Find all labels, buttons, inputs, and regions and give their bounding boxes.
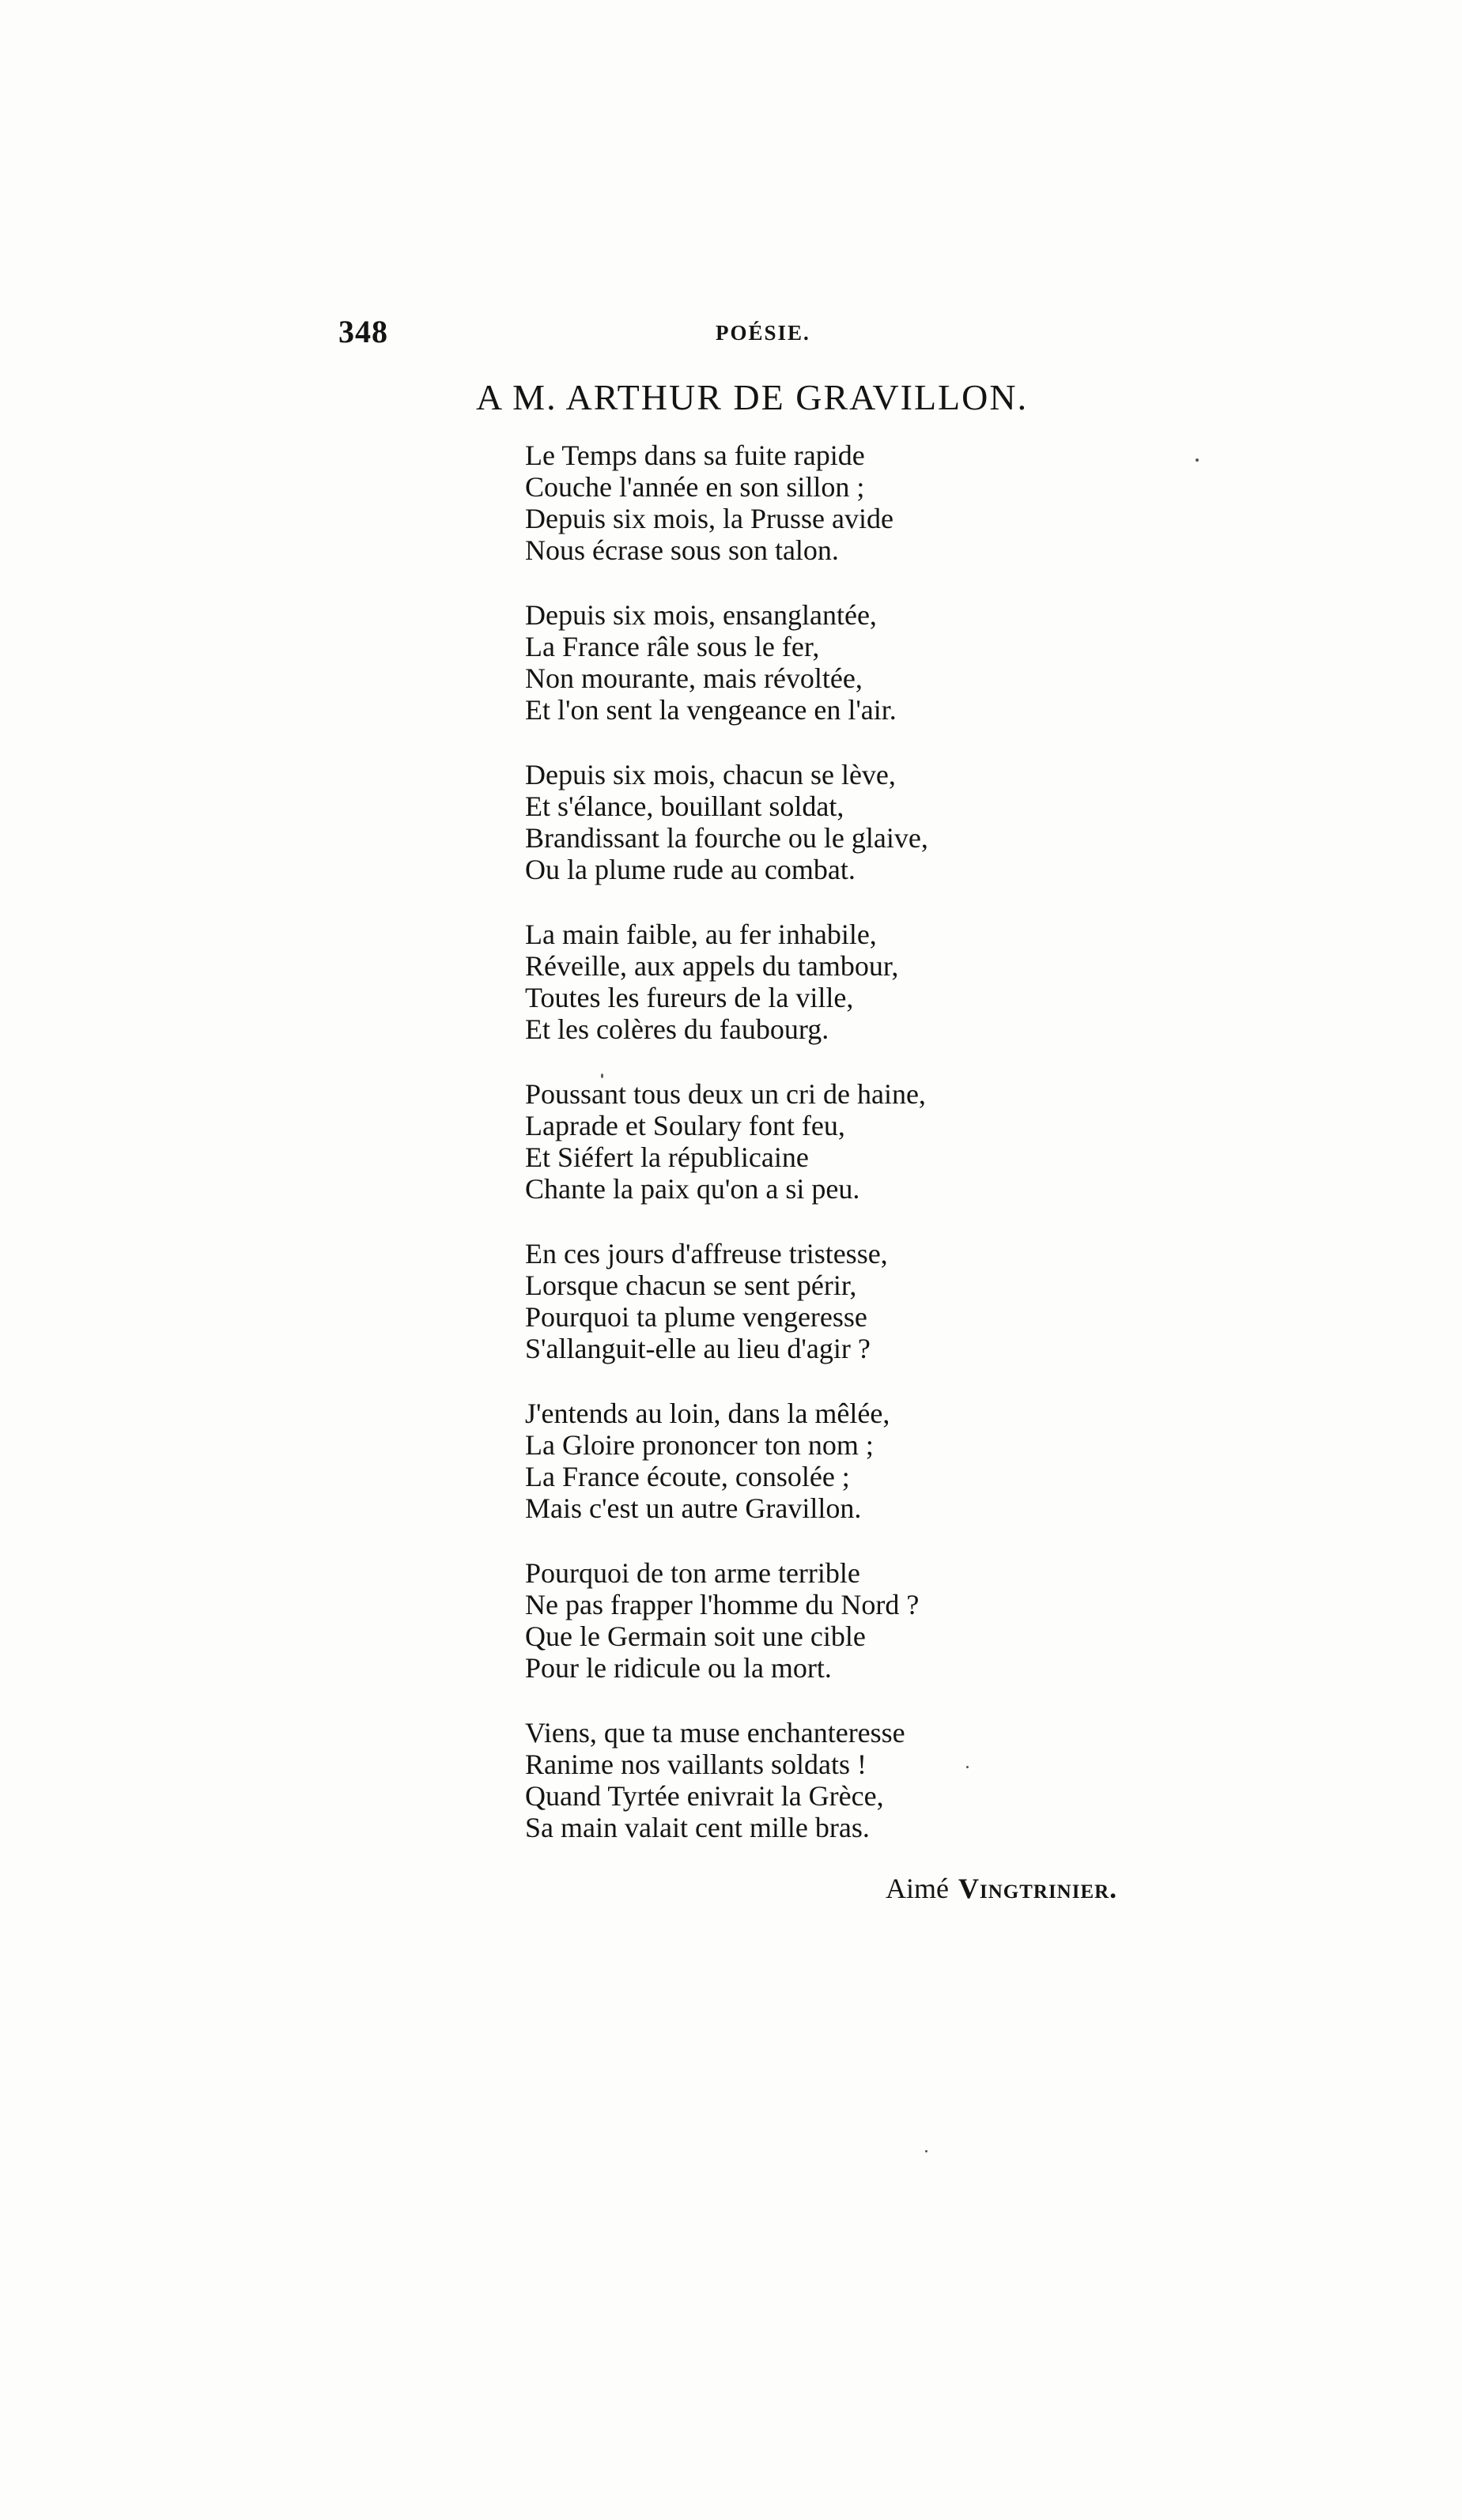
verse-line: Ne pas frapper l'homme du Nord ? (525, 1589, 920, 1620)
stanza (525, 1398, 1079, 1524)
verse-line: Réveille, aux appels du tambour, (525, 950, 899, 982)
stanza (525, 439, 1079, 566)
verse-line: Et Siéfert la républicaine (525, 1141, 809, 1173)
verse-line: Et l'on sent la vengeance en l'air. (525, 694, 897, 726)
verse-line: Que le Germain soit une cible (525, 1620, 866, 1652)
verse-line: La France râle sous le fer, (525, 631, 820, 662)
verse-line: Le Temps dans sa fuite rapide (525, 439, 865, 471)
verse-line: Lorsque chacun se sent périr, (525, 1269, 857, 1301)
verse-line: Laprade et Soulary font feu, (525, 1110, 845, 1141)
stanza (525, 1238, 1079, 1364)
verse-line: Poussant tous deux un cri de haine, (525, 1078, 926, 1110)
verse-line: Nous écrase sous son talon. (525, 534, 839, 566)
verse-line: Sa main valait cent mille bras. (525, 1812, 870, 1843)
verse-line: Mais c'est un autre Gravillon. (525, 1492, 862, 1524)
verse-line: Couche l'année en son sillon ; (525, 471, 865, 503)
verse-line: Depuis six mois, chacun se lève, (525, 759, 896, 790)
verse-line: Toutes les fureurs de la ville, (525, 982, 854, 1013)
stanza (525, 1078, 1079, 1205)
author-first-name: Aimé (886, 1873, 949, 1904)
verse-line: La France écoute, consolée ; (525, 1461, 850, 1492)
verse-line: Ranime nos vaillants soldats ! (525, 1749, 867, 1780)
stanza (525, 599, 1079, 726)
verse-line: J'entends au loin, dans la mêlée, (525, 1398, 890, 1429)
poem-body (525, 439, 1079, 1877)
verse-line: Viens, que ta muse enchanteresse (525, 1717, 905, 1749)
verse-line: Pourquoi de ton arme terrible (525, 1557, 860, 1589)
stanza (525, 1717, 1079, 1843)
verse-line: La Gloire prononcer ton nom ; (525, 1429, 874, 1461)
verse-line: Et s'élance, bouillant soldat, (525, 790, 844, 822)
poem-title: A M. ARTHUR DE GRAVILLON. (476, 377, 1029, 417)
stanza (525, 759, 1079, 885)
verse-line: Non mourante, mais révoltée, (525, 662, 863, 694)
print-speck (925, 2150, 927, 2152)
verse-line: Quand Tyrtée enivrait la Grèce, (525, 1780, 884, 1812)
verse-line: Pourquoi ta plume vengeresse (525, 1301, 867, 1333)
verse-line: S'allanguit-elle au lieu d'agir ? (525, 1333, 871, 1364)
stanza (525, 919, 1079, 1045)
author-signature (886, 1872, 1117, 1905)
verse-line: Ou la plume rude au combat. (525, 854, 856, 885)
verse-line: Brandissant la fourche ou le glaive, (525, 822, 928, 854)
verse-line: En ces jours d'affreuse tristesse, (525, 1238, 888, 1269)
author-last-name: Vingtrinier. (958, 1873, 1118, 1904)
verse-line: Depuis six mois, la Prusse avide (525, 503, 893, 534)
print-speck (966, 1766, 969, 1768)
running-head: POÉSIE. (716, 321, 810, 345)
verse-line: Chante la paix qu'on a si peu. (525, 1173, 860, 1205)
verse-line: Et les colères du faubourg. (525, 1013, 829, 1045)
page-number: 348 (338, 314, 388, 349)
verse-line: Pour le ridicule ou la mort. (525, 1652, 832, 1684)
print-speck (1196, 458, 1199, 462)
stanza (525, 1557, 1079, 1684)
verse-line: La main faible, au fer inhabile, (525, 919, 877, 950)
verse-line: Depuis six mois, ensanglantée, (525, 599, 877, 631)
print-speck (601, 1073, 603, 1078)
